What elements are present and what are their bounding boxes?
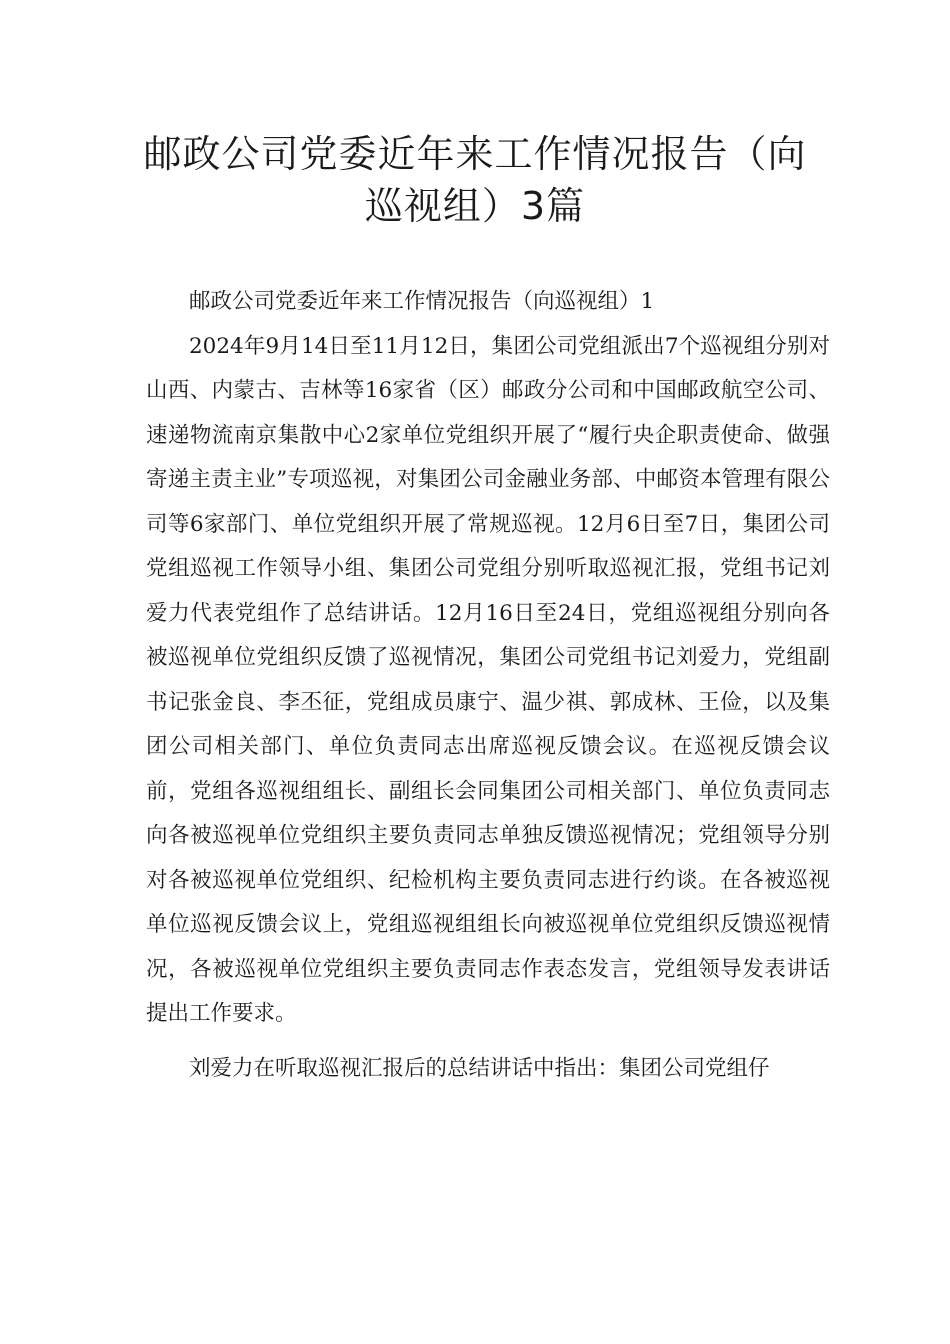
body-paragraph-1: 2024年9月14日至11月12日，集团公司党组派出7个巡视组分别对山西、内蒙古、吉林等16家省（区）邮政分公司和中国邮政航空公司、速递物流南京集散中心2家单位党组织开展了“履行央企职责使命、做强寄递主责主业”专项巡视，对集团公司金融业务部、中邮资本管理有限公司等6家部门、单位党组织开展了常规巡视。12月6日至7日，集团公司党组巡视工作领导小组、集团公司党组分别听取巡视汇报，党组书记刘爱力代表党组作了总结讲话。12月16日至24日，党组巡视组分别向各被巡视单位党组织反馈了巡视情况，集团公司党组书记刘爱力，党组副书记张金良、李丕征，党组成员康宁、温少祺、郭成林、王俭，以及集团公司相关部门、单位负责同志出席巡视反馈会议。在巡视反馈会议前，党组各巡视组组长、副组长会同集团公司相关部门、单位负责同志向各被巡视单位党组织主要负责同志单独反馈巡视情况；党组领导分别对各被巡视单位党组织、纪检机构主要负责同志进行约谈。在各被巡视单位巡视反馈会议上，党组巡视组组长向被巡视单位党组织反馈巡视情况，各被巡视单位党组织主要负责同志作表态发言，党组领导发表讲话提出工作要求。 xyxy=(146,333,830,1026)
document-title xyxy=(110,128,840,232)
document-title-line-1: 邮政公司党委近年来工作情况报告（向 xyxy=(143,132,807,176)
body-paragraph-2: 刘爱力在听取巡视汇报后的总结讲话中指出：集团公司党组仔 xyxy=(189,1055,770,1081)
document-title-line-2: 巡视组）3篇 xyxy=(364,184,586,228)
document-body xyxy=(146,280,830,1091)
section-heading: 邮政公司党委近年来工作情况报告（向巡视组）1 xyxy=(189,289,655,314)
